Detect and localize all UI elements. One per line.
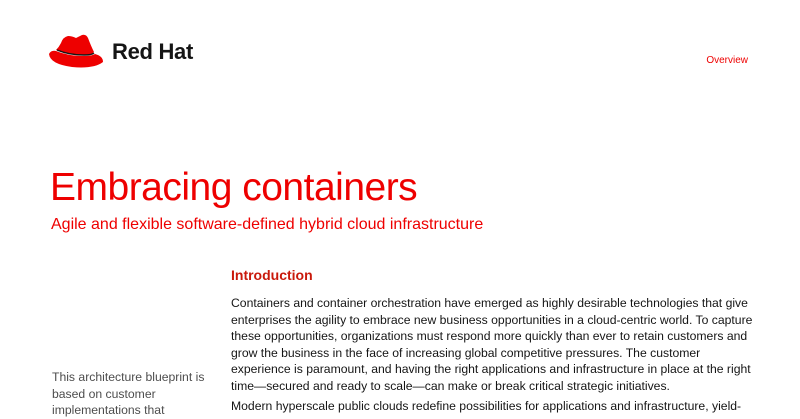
- introduction-heading: Introduction: [231, 267, 313, 283]
- sidebar-note: This architecture blueprint is based on customer implementations that: [52, 370, 205, 418]
- introduction-paragraph: Containers and container orchestration have emerged as highly desirable technologies that give enterprises the agility to embrace new business opportunities in a cloud-centric world. To capture these opportunities, organizations must respond more quickly than ever to retain customers and grow the business in the face of increasing global competitive pressures. The customer experience is paramount, and having the right applications and infrastructure in place at the right time—secured and ready to scale—can make or break critical strategic initiatives.: [231, 296, 753, 393]
- red-hat-logo[interactable]: [48, 32, 193, 72]
- introduction-paragraph-continued: Modern hyperscale public clouds redefine possibilities for applications and infrastructure, yield-: [231, 399, 742, 413]
- red-hat-fedora-icon: [48, 32, 104, 72]
- logo-text: Red Hat: [112, 39, 194, 64]
- document-subtitle: Agile and flexible software-defined hybrid cloud infrastructure: [51, 216, 484, 233]
- document-title: Embracing containers: [50, 166, 418, 209]
- section-label-overview: Overview: [706, 55, 748, 66]
